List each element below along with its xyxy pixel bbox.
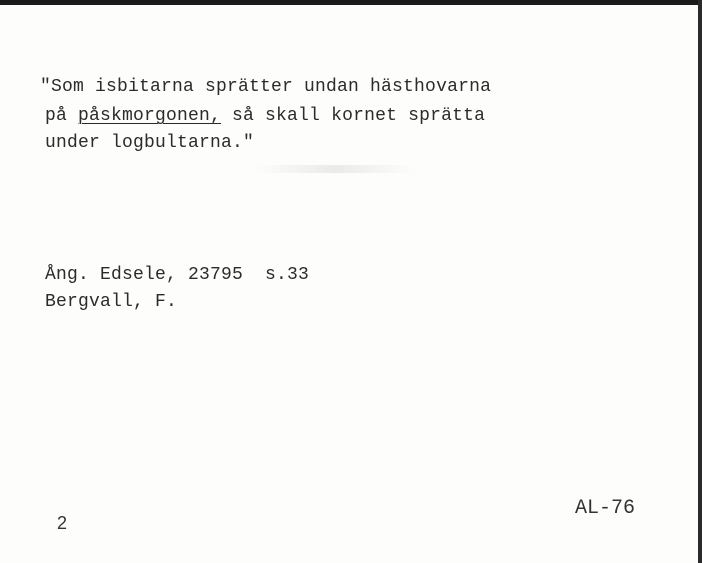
quote-line-2 — [45, 106, 485, 126]
quote-line-2-suffix: så skall kornet sprätta — [221, 106, 486, 126]
card-code: AL-76 — [575, 497, 636, 520]
quote-line-3: under logbultarna." — [45, 133, 255, 153]
source-collector: Bergvall, F. — [45, 292, 178, 312]
underlined-word: påskmorgonen, — [78, 106, 222, 126]
card-number: 2 — [57, 513, 68, 533]
faint-bleed-mark — [255, 165, 415, 173]
quote-line-1: "Som isbitarna sprätter undan hästhovarna — [40, 77, 492, 97]
source-location: Ång. Edsele, 23795 s.33 — [45, 265, 310, 285]
index-card — [0, 5, 698, 563]
quote-line-2-prefix: på — [45, 106, 79, 126]
scan-right-edge — [698, 0, 702, 563]
